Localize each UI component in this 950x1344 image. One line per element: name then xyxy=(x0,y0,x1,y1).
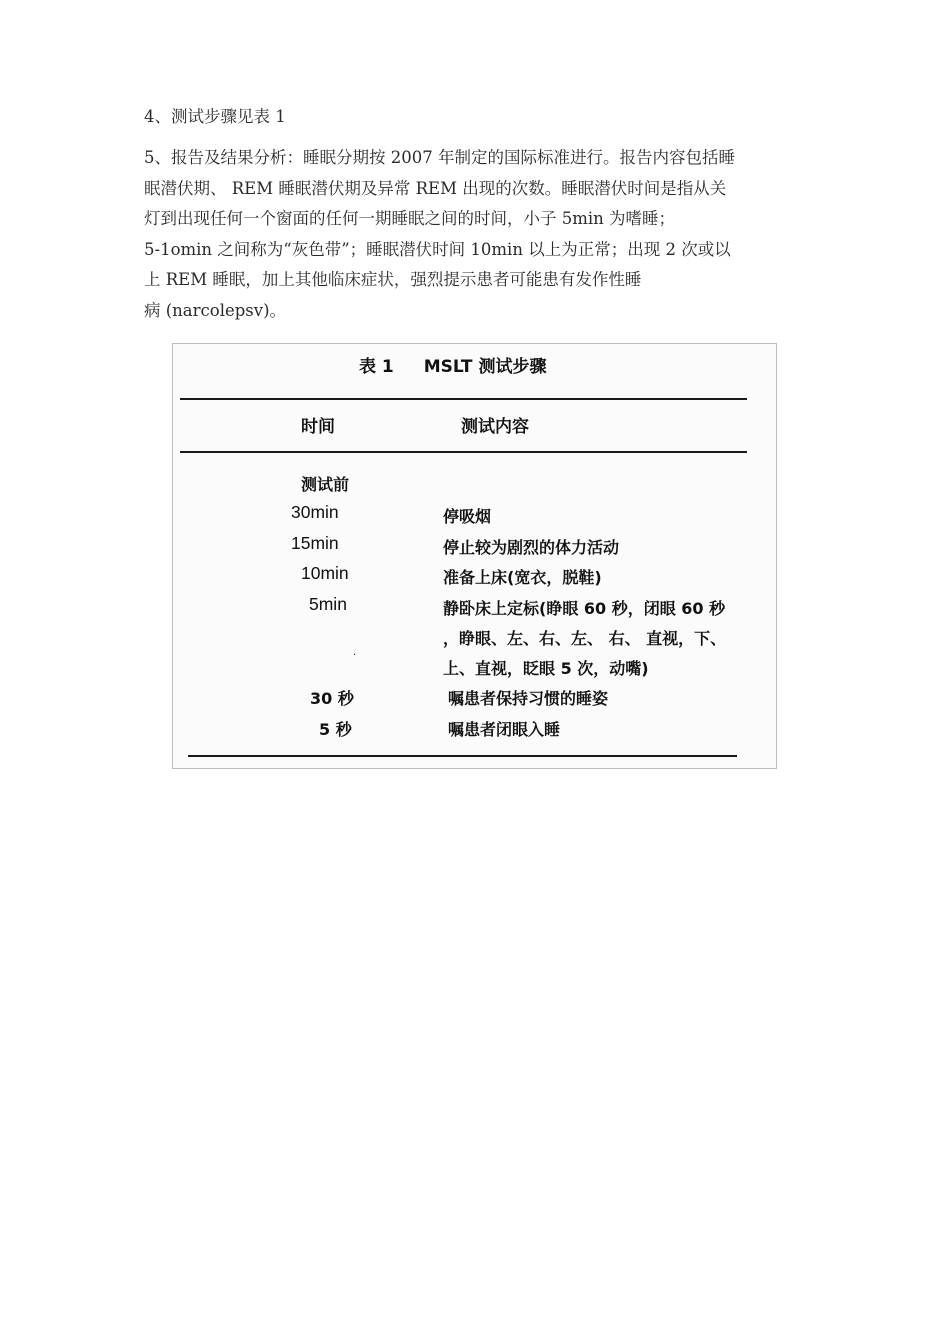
paragraph-line: 病 (narcolepsv)。 xyxy=(144,300,287,320)
table-caption xyxy=(359,352,546,377)
table-cell-time: 5 秒 xyxy=(319,720,352,739)
table-cell-content: 停吸烟 xyxy=(443,507,492,526)
table-cell-time: · xyxy=(353,650,357,661)
table-caption-label: 表 1 xyxy=(359,357,394,377)
paragraph-line: 灯到出现任何一个窗面的任何一期睡眠之间的时间，小子 5min 为嗜睡； xyxy=(144,209,676,228)
paragraph-step-reference xyxy=(144,102,814,133)
table-bottom-rule xyxy=(188,755,737,757)
column-header-time: 时间 xyxy=(301,417,335,437)
table-figure-mslt xyxy=(172,343,777,769)
column-header-content: 测试内容 xyxy=(461,417,529,437)
paragraph-line: 眠潜伏期、 REM 睡眠潜伏期及异常 REM 出现的次数。睡眠潜伏时间是指从关 xyxy=(144,178,727,198)
table-header-rule xyxy=(180,451,747,453)
table-cell-content: 静卧床上定标(睁眼 60 秒，闭眼 60 秒 xyxy=(443,599,726,618)
table-cell-content: 停止较为剧烈的体力活动 xyxy=(443,538,620,557)
table-caption-title: MSLT 测试步骤 xyxy=(423,357,547,377)
paragraph-line: 5、报告及结果分析：睡眠分期按 2007 年制定的国际标准进行。报告内容包括睡 xyxy=(144,148,735,167)
paragraph-line: 上 REM 睡眠，加上其他临床症状，强烈提示患者可能患有发作性睡 xyxy=(144,270,642,289)
table-cell-content: 嘱患者闭眼入睡 xyxy=(448,720,561,739)
table-cell-content: ，睁眼、左、右、左、 右、 直视，下、 xyxy=(443,629,727,648)
table-cell-content: 上、直视，眨眼 5 次，动嘴) xyxy=(443,659,649,678)
paragraph-line: 5-1omin 之间称为“灰色带”；睡眠潜伏时间 10min 以上为正常；出现 2 次或以 xyxy=(144,239,731,259)
table-cell-content: 嘱患者保持习惯的睡姿 xyxy=(448,689,609,708)
table-cell-content: 准备上床(宽衣，脱鞋) xyxy=(443,568,602,587)
paragraph-line: 4、测试步骤见表 1 xyxy=(144,107,286,126)
paragraph-report-analysis xyxy=(144,143,814,326)
table-cell-time: 30min xyxy=(291,502,339,522)
table-cell-time: 5min xyxy=(309,594,347,614)
table-cell-time: 15min xyxy=(291,533,339,553)
table-cell-time: 30 秒 xyxy=(310,689,354,708)
table-cell-time: 10min xyxy=(301,563,349,583)
table-top-rule xyxy=(180,398,747,400)
table-cell-time: 测试前 xyxy=(301,475,350,494)
